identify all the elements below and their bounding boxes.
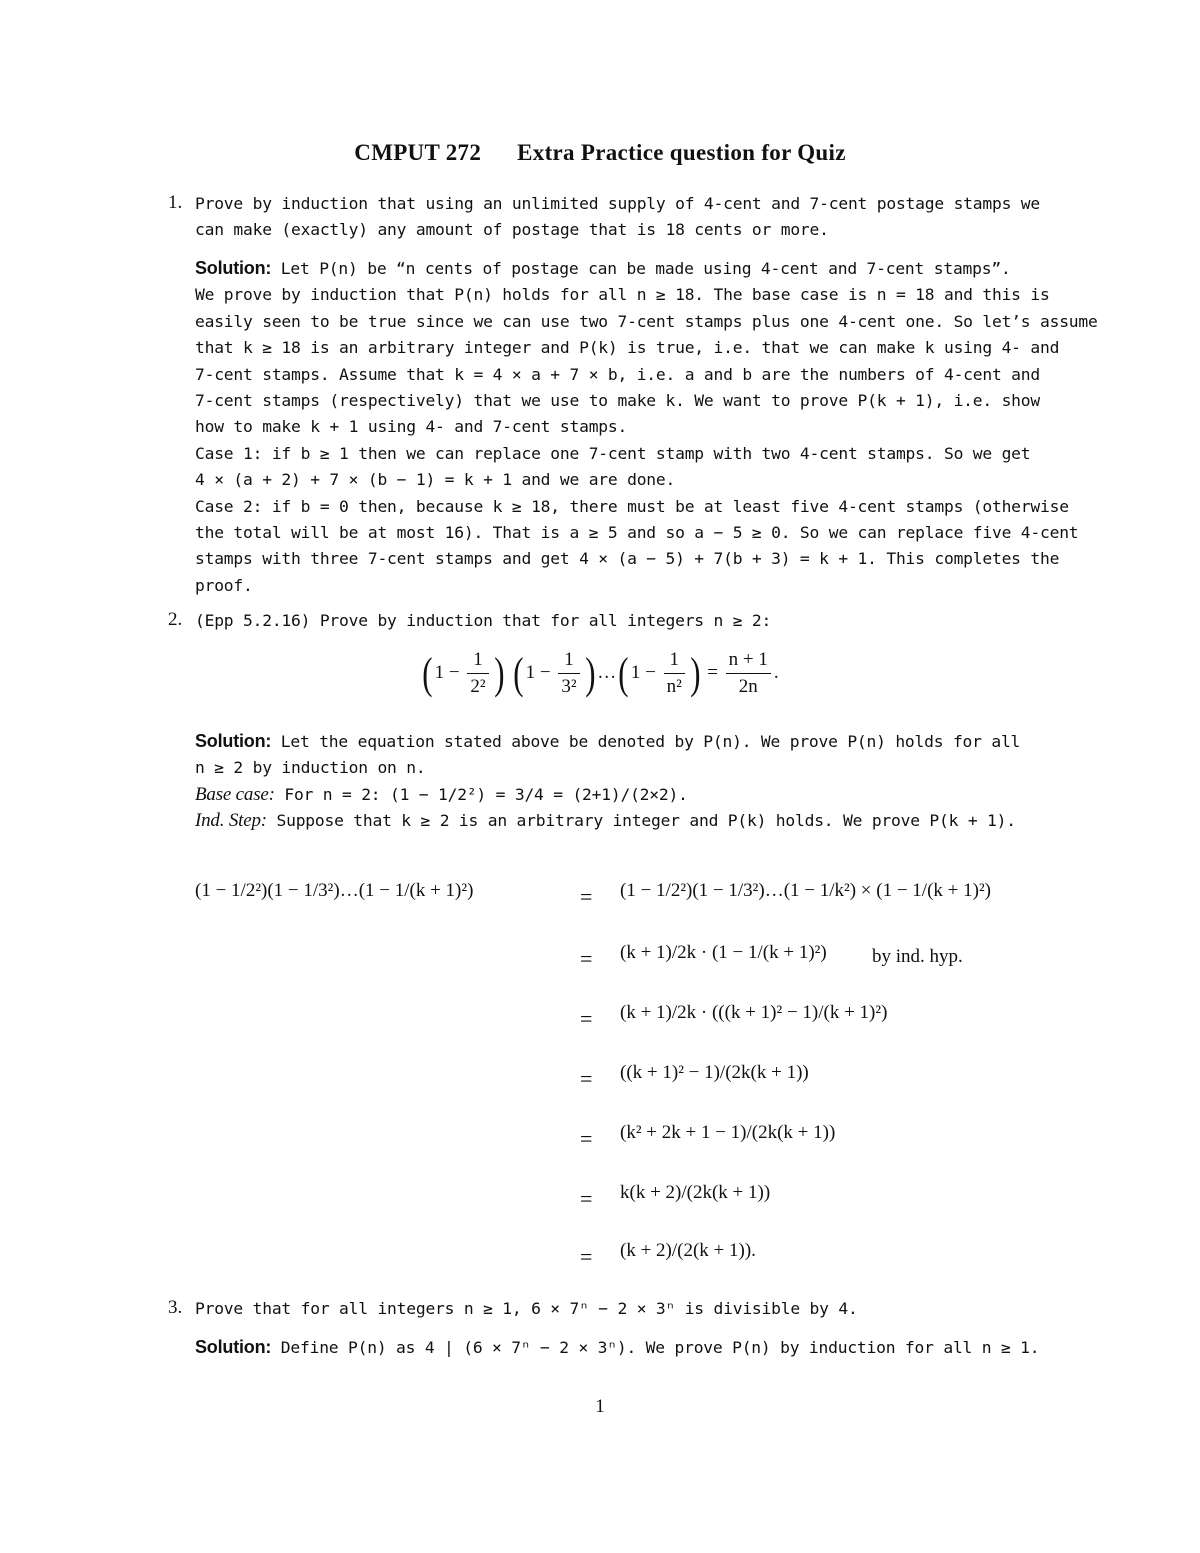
q1-solution-line: the total will be at most 16). That is a ≥ 5 and so a − 5 ≥ 0. So we can replace five 4-cent: [195, 523, 1079, 543]
q1-solution-label: Solution:: [195, 258, 272, 278]
q1-solution-line: how to make k + 1 using 4- and 7-cent stamps.: [195, 417, 628, 437]
derivation-note: by ind. hyp.: [872, 946, 963, 967]
q1-solution-line: Case 1: if b ≥ 1 then we can replace one 7-cent stamp with two 4-cent stamps. So we get: [195, 443, 1031, 463]
derivation-equals: =: [580, 946, 593, 971]
q2-solution-label: Solution:: [195, 731, 272, 751]
q1-solution-line: that k ≥ 18 is an arbitrary integer and P(k) is true, i.e. that we can make k using 4- and: [195, 338, 1060, 358]
derivation-step: ((k + 1)² − 1)/(2k(k + 1)): [620, 1062, 809, 1083]
question-2-solution: [195, 728, 1061, 835]
q2-step-text: Suppose that k ≥ 2 is an arbitrary integer and P(k) holds. We prove P(k + 1).: [276, 811, 1016, 831]
question-2: [195, 608, 1061, 634]
derivation-equals: =: [580, 884, 593, 909]
q1-solution-line: 7-cent stamps (respectively) that we use to make k. We want to prove P(k + 1), i.e. show: [195, 391, 1040, 411]
question-1: [195, 191, 1061, 244]
q2-solution-line: Let the equation stated above be denoted by P(n). We prove P(n) holds for all: [280, 732, 1021, 751]
q2-solution-line: n ≥ 2 by induction on n.: [195, 758, 426, 778]
q1-solution-line: Case 2: if b = 0 then, because k ≥ 18, there must be at least five 4-cent stamps (otherwise: [195, 496, 1069, 516]
page-number: 1: [595, 1396, 605, 1417]
question-3-solution: [195, 1334, 1061, 1361]
derivation-equals: =: [580, 1006, 593, 1031]
question-2-number: 2.: [168, 609, 183, 630]
q1-statement-line: can make (exactly) any amount of postage that is 18 cents or more.: [195, 220, 829, 240]
question-1-number: 1.: [168, 192, 183, 213]
q3-solution-text: Define P(n) as 4 | (6 × 7ⁿ − 2 × 3ⁿ). We prove P(n) by induction for all n ≥ 1.: [280, 1338, 1040, 1357]
derivation-equals: =: [580, 1066, 593, 1091]
q1-solution-line: proof.: [195, 575, 253, 595]
derivation-step: k(k + 2)/(2k(k + 1)): [620, 1182, 771, 1203]
q1-statement-line: Prove by induction that using an unlimited supply of 4-cent and 7-cent postage stamps we: [195, 194, 1040, 213]
q1-solution-line: 4 × (a + 2) + 7 × (b − 1) = k + 1 and we are done.: [195, 470, 676, 490]
q2-base-text: For n = 2: (1 − 1/2²) = 3/4 = (2+1)/(2×2).: [284, 784, 688, 804]
course-code: CMPUT 272: [354, 140, 482, 165]
title-subtitle: Extra Practice question for Quiz: [517, 140, 846, 165]
q1-solution-line: stamps with three 7-cent stamps and get 4 × (a − 5) + 7(b + 3) = k + 1. This completes the: [195, 549, 1060, 569]
q1-solution-line: easily seen to be true since we can use two 7-cent stamps plus one 4-cent one. So let’s assume: [195, 311, 1098, 331]
page-title: [0, 140, 1200, 166]
q1-solution-line: Let P(n) be “n cents of postage can be made using 4-cent and 7-cent stamps”.: [280, 259, 1011, 278]
derivation-equals: =: [580, 1126, 593, 1151]
question-1-solution: [195, 255, 1098, 599]
derivation-equals: =: [580, 1244, 593, 1269]
q1-solution-line: We prove by induction that P(n) holds for all n ≥ 18. The base case is n = 18 and this is: [195, 285, 1050, 305]
derivation-step: (k + 1)/2k · (1 − 1/(k + 1)²): [620, 942, 827, 963]
q2-statement: (Epp 5.2.16) Prove by induction that for all integers n ≥ 2:: [195, 611, 772, 630]
derivation-step: (k² + 2k + 1 − 1)/(2k(k + 1)): [620, 1122, 836, 1143]
derivation-step: (k + 1)/2k · (((k + 1)² − 1)/(k + 1)²): [620, 1002, 888, 1023]
derivation-step: (k + 2)/(2(k + 1)).: [620, 1240, 756, 1261]
q3-solution-label: Solution:: [195, 1337, 272, 1357]
q2-base-label: Base case:: [195, 783, 275, 805]
q2-step-label: Ind. Step:: [195, 810, 267, 832]
q1-solution-line: 7-cent stamps. Assume that k = 4 × a + 7 × b, i.e. a and b are the numbers of 4-cent and: [195, 364, 1040, 384]
question-3: [195, 1296, 1061, 1322]
derivation-step: (1 − 1/2²)(1 − 1/3²)…(1 − 1/k²) × (1 − 1/(k + 1)²): [620, 880, 991, 901]
q2-display-equation: ( 1 − $\frac{1}{\text{2²}}$ ) ( 1 − $\frac{1}{\text{3²}}$ ) …( 1 − $\frac{1}{\text{n²}}$ ) = $\frac{n + 1}{2n}$ .: [422, 649, 779, 698]
question-3-number: 3.: [168, 1297, 183, 1318]
derivation-lhs: (1 − 1/2²)(1 − 1/3²)…(1 − 1/(k + 1)²): [195, 880, 474, 901]
derivation-equals: =: [580, 1186, 593, 1211]
q3-statement: Prove that for all integers n ≥ 1, 6 × 7ⁿ − 2 × 3ⁿ is divisible by 4.: [195, 1299, 858, 1318]
